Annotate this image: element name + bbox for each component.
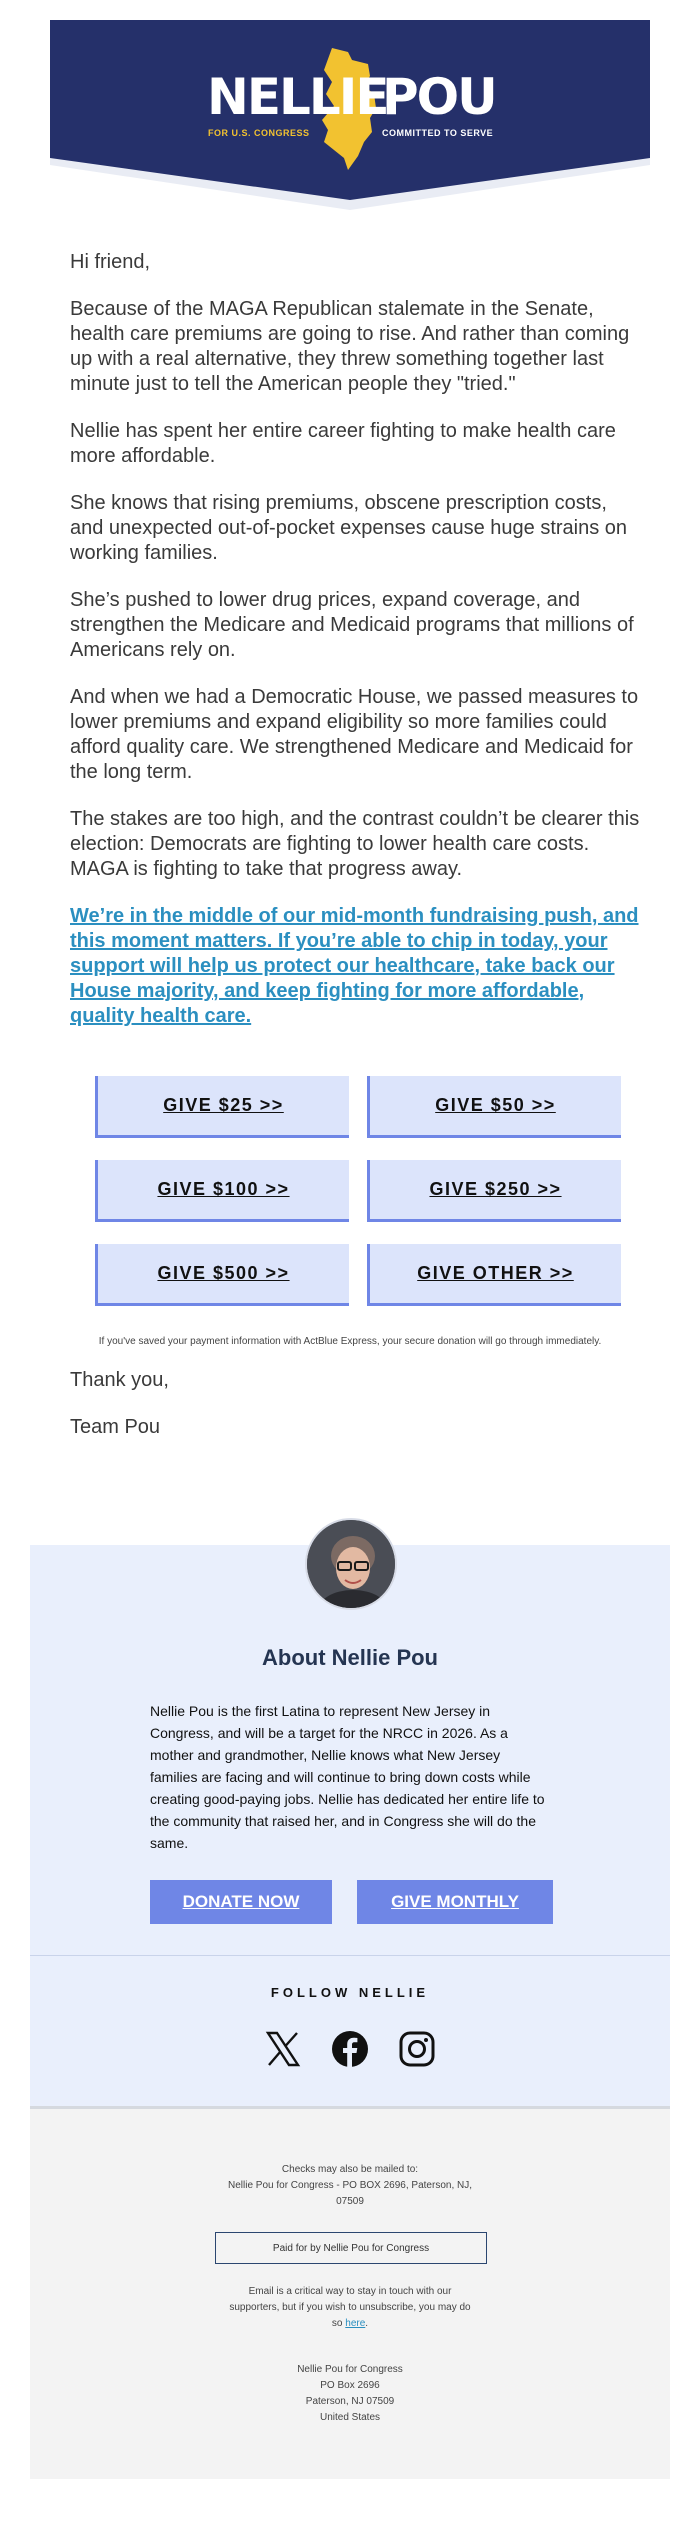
mailing-address: Nellie Pou for Congress PO Box 2696 Paterson, NJ 07509 United States: [297, 2364, 403, 2423]
x-icon[interactable]: [264, 2030, 302, 2068]
logo-tagline-right: COMMITTED TO SERVE: [382, 128, 494, 138]
paid-for-disclaimer: Paid for by Nellie Pou for Congress: [215, 2232, 487, 2264]
unsubscribe-note: Email is a critical way to stay in touch with our supporters, but if you wish to unsubscribe, you may do so here.: [229, 2286, 471, 2329]
greeting: Hi friend,: [70, 251, 151, 273]
logo-tagline-left: FOR U.S. CONGRESS: [208, 128, 310, 138]
logo-last-name: POU: [382, 68, 496, 126]
logo-first-name: NELLIE: [207, 68, 388, 126]
donate-cta-link[interactable]: We’re in the middle of our mid-month fundraising push, and this moment matters. If you’re able to chip in today, your support will help us protect our healthcare, take back our House majority, and keep fighting for more affordable, quality health care.: [70, 905, 639, 1027]
checks-note: Checks may also be mailed to: Nellie Pou for Congress - PO BOX 2696, Paterson, NJ, 07509: [228, 2164, 472, 2207]
signoff-thanks: Thank you,: [70, 1369, 169, 1391]
paragraph: The stakes are too high, and the contrast couldn’t be clearer this election: Democrats are fighting to lower health care costs. MAGA is fighting to take that progress away.: [70, 808, 640, 880]
paragraph: Because of the MAGA Republican stalemate in the Senate, health care premiums are going to rise. And rather than coming up with a real alternative, they threw something together last minute just to tell the American people they "tried.": [70, 298, 630, 395]
follow-title: FOLLOW NELLIE: [270, 1985, 430, 2000]
paragraph: Nellie has spent her entire career fighting to make health care more affordable.: [70, 420, 616, 467]
nellie-portrait-icon: [307, 1520, 397, 1610]
give-other-button[interactable]: GIVE OTHER >>: [367, 1244, 621, 1306]
about-title: About Nellie Pou: [262, 1645, 438, 1670]
give-500-button[interactable]: GIVE $500 >>: [95, 1244, 349, 1306]
paragraph: And when we had a Democratic House, we passed measures to lower premiums and expand eligibility so more families could afford quality care. We strengthened Medicare and Medicaid for the long term.: [70, 686, 639, 783]
paragraph: She’s pushed to lower drug prices, expand coverage, and strengthen the Medicare and Medicaid programs that millions of Americans rely on.: [70, 589, 634, 661]
actblue-note: If you've saved your payment information with ActBlue Express, your secure donation will go through immediately.: [98, 1336, 602, 1347]
donate-now-button[interactable]: DONATE NOW: [150, 1880, 332, 1924]
signoff-name: Team Pou: [70, 1416, 161, 1438]
give-100-button[interactable]: GIVE $100 >>: [95, 1160, 349, 1222]
unsubscribe-link[interactable]: here: [345, 2318, 366, 2329]
facebook-icon[interactable]: [331, 2030, 369, 2068]
give-25-button[interactable]: GIVE $25 >>: [95, 1076, 349, 1138]
campaign-logo: [50, 20, 650, 190]
letter-body: [70, 250, 640, 1051]
give-50-button[interactable]: GIVE $50 >>: [367, 1076, 621, 1138]
signoff: [70, 1368, 630, 1462]
give-monthly-button[interactable]: GIVE MONTHLY: [357, 1880, 553, 1924]
about-text: Nellie Pou is the first Latina to represent New Jersey in Congress, and will be a target for the NRCC in 2026. As a mother and grandmother, Nellie knows what New Jersey families are facing and will continue to bring down costs while creating good-paying jobs. Nellie has dedicated her entire life to the community that raised her, and in Congress she will do the same.: [150, 1703, 545, 1851]
instagram-icon[interactable]: [398, 2030, 436, 2068]
paragraph: She knows that rising premiums, obscene prescription costs, and unexpected out-of-pocket expenses cause huge strains on working families.: [70, 492, 628, 564]
avatar: [305, 1518, 397, 1610]
give-250-button[interactable]: GIVE $250 >>: [367, 1160, 621, 1222]
